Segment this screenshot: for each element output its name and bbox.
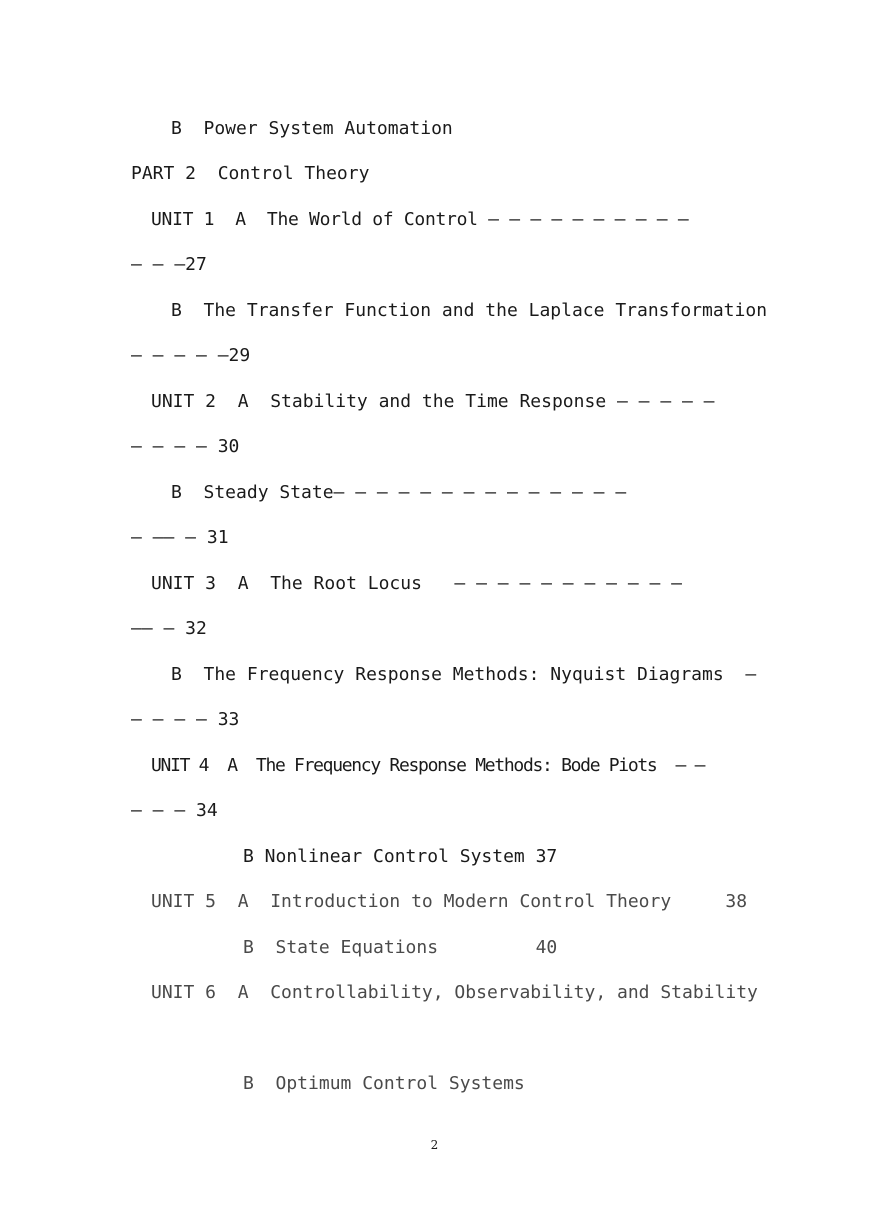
toc-line-unit-4-a-cont: — — — 34 <box>131 800 218 821</box>
toc-line-unit-5-a: UNIT 5 A Introduction to Modern Control Theory 38 <box>151 891 748 912</box>
toc-line-part-2: PART 2 Control Theory <box>131 163 370 184</box>
toc-line-unit-1-b-cont: — — — — —29 <box>131 345 251 366</box>
toc-line-unit-1-b: B The Transfer Function and the Laplace Transformation <box>171 300 768 321</box>
toc-line-unit-2-a: UNIT 2 A Stability and the Time Response — — — — — <box>151 391 715 412</box>
toc-line-unit-3-b-cont: — — — — 33 <box>131 709 240 730</box>
toc-line-unit-4-b: B Nonlinear Control System 37 <box>243 846 558 867</box>
toc-line-unit-2-b: B Steady State— — — — — — — — — — — — — — <box>171 482 627 503</box>
toc-line-b-power-system-automation: B Power System Automation <box>171 118 453 139</box>
toc-line-unit-3-a-cont: —— — 32 <box>131 618 207 639</box>
toc-line-unit-3-b: B The Frequency Response Methods: Nyquist Diagrams — <box>171 664 757 685</box>
toc-line-unit-2-a-cont: — — — — 30 <box>131 436 240 457</box>
toc-line-unit-4-a: UNIT 4 A The Frequency Response Methods: Bode Piots — — <box>151 755 705 776</box>
toc-line-unit-2-b-cont: — —— — 31 <box>131 527 229 548</box>
page-number: 2 <box>430 1138 439 1152</box>
toc-line-unit-1-a-cont: — — —27 <box>131 254 207 275</box>
toc-line-unit-6-a: UNIT 6 A Controllability, Observability, and Stability <box>151 982 758 1003</box>
toc-line-unit-6-b: B Optimum Control Systems <box>243 1073 525 1094</box>
toc-line-unit-3-a: UNIT 3 A The Root Locus — — — — — — — — — — — <box>151 573 683 594</box>
toc-line-unit-5-b: B State Equations 40 <box>243 937 558 958</box>
toc-line-unit-1-a: UNIT 1 A The World of Control — — — — — — — — — — <box>151 209 689 230</box>
